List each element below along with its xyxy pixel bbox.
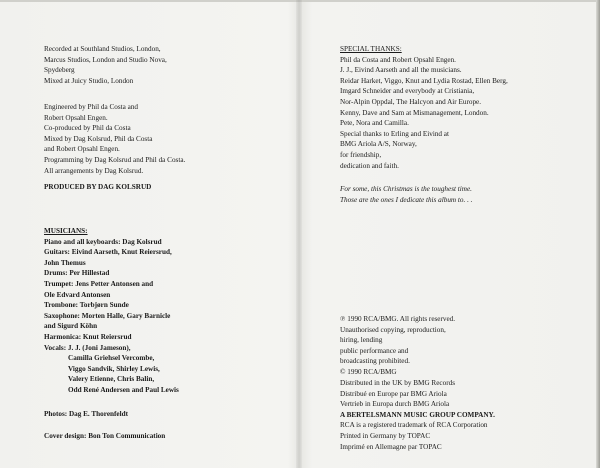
dedication [340,184,472,205]
musician-line: Harmonica: Knut Reiersrud [44,332,132,341]
thanks-line: Phil da Costa and Robert Opsahl Engen. [340,55,456,64]
distribution-line: Distribué en Europe par BMG Ariola [340,389,447,398]
cover-design-credit [44,431,165,442]
copyright-line: hiring, lending [340,336,383,345]
text-line: All arrangements by Dag Kolsrud. [44,166,144,175]
thanks-line: J. J., Eivind Aarseth and all the musicians. [340,66,462,75]
recording-info [44,44,167,86]
text-line: Recorded at Southland Studios, London, [44,45,161,53]
musicians-heading: MUSICIANS: [44,227,88,235]
thanks-line: Kenny, Dave and Sam at Mismanagement, London. [340,108,489,117]
vocalist-line: Odd René Andersen and Paul Lewis [68,385,179,394]
text-line: and Robert Opsahl Engen. [44,145,120,154]
trademark-line: RCA is a registered trademark of RCA Corporation [340,421,488,430]
trademark-line: Printed in Germany by TOPAC [340,431,431,440]
produced-by-line: PRODUCED BY DAG KOLSRUD [44,183,152,191]
musician-line: Vocals: J. J. (Joni Jameson), [44,343,131,352]
copyright-line: © 1990 RCA/BMG [340,367,397,376]
distribution-line: Distributed in the UK by BMG Records [340,379,455,387]
produced-by [44,182,151,193]
company-line: A BERTELSMANN MUSIC GROUP COMPANY. [340,410,495,419]
musician-line: John Themus [44,258,86,267]
text-line: Spydeberg [44,66,75,75]
musicians-section [44,226,179,396]
right-edge [596,0,600,468]
musician-line: Ole Edvard Antonsen [44,290,111,299]
center-fold [296,0,302,468]
dedication-line: For some, this Christmas is the toughest time. [340,185,472,193]
dedication-line: Those are the ones I dedicate this album to. . . [340,195,473,204]
special-thanks [340,44,508,171]
copyright-line: public performance and [340,346,409,355]
distribution-line: Vertrieb in Europa durch BMG Ariola [340,400,450,409]
thanks-heading: SPECIAL THANKS: [340,45,402,53]
trademark-line: Imprimé en Allemagne par TOPAC [340,442,442,451]
text-line: Marcus Studios, London and Studio Nova, [44,55,167,64]
copyright-line: broadcasting prohibited. [340,357,410,366]
musician-line: Piano and all keyboards: Dag Kolsrud [44,237,162,246]
vocalist-line: Valery Etienne, Chris Balin, [68,375,155,384]
thanks-line: Nor-Alpin Oppdal, The Halcyon and Air Europe. [340,97,482,106]
thanks-line: Special thanks to Erling and Eivind at [340,129,449,138]
vocalist-line: Viggo Sandvik, Shirley Lewis, [68,364,160,373]
vocalist-line: Camilla Griehsel Vercombe, [68,354,155,363]
photos-line: Photos: Dag E. Thorenfeldt [44,410,128,418]
text-line: Programming by Dag Kolsrud and Phil da Costa. [44,155,186,164]
thanks-line: dedication and faith. [340,161,399,170]
thanks-line: Reidar Harket, Viggo, Knut and Lydia Rostad, Ellen Berg, [340,76,508,85]
text-line: Engineered by Phil da Costa and [44,103,139,111]
production-credits [44,102,185,176]
text-line: Robert Opsahl Engen. [44,113,108,122]
musician-line: Trumpet: Jens Petter Antonsen and [44,279,154,288]
text-line: Mixed by Dag Kolsrud, Phil da Costa [44,134,153,143]
text-line: Mixed at Juicy Studio, London [44,76,134,85]
musician-line: Trombone: Torbjørn Sunde [44,301,129,310]
copyright-notice [340,314,455,378]
thanks-line: for friendship, [340,150,382,159]
thanks-line: Pete, Nora and Camilla. [340,119,409,128]
thanks-line: Imgard Schneider and everybody at Cristiania, [340,87,475,96]
text-line: Co-produced by Phil da Costa [44,124,131,133]
musician-line: and Sigurd Köhn [44,322,98,331]
copyright-line: Unauthorised copying, reproduction, [340,325,446,334]
thanks-line: BMG Ariola A/S, Norway, [340,140,417,149]
musician-line: Drums: Per Hillestad [44,269,110,278]
musician-line: Saxophone: Morten Halle, Gary Barnicle [44,311,171,320]
copyright-line: ℗ 1990 RCA/BMG. All rights reserved. [340,315,456,323]
cover-design-line: Cover design: Bon Ton Communication [44,432,166,440]
photo-credit [44,409,128,420]
distribution-info [340,378,495,452]
musician-line: Guitars: Eivind Aarseth, Knut Reiersrud, [44,248,172,257]
